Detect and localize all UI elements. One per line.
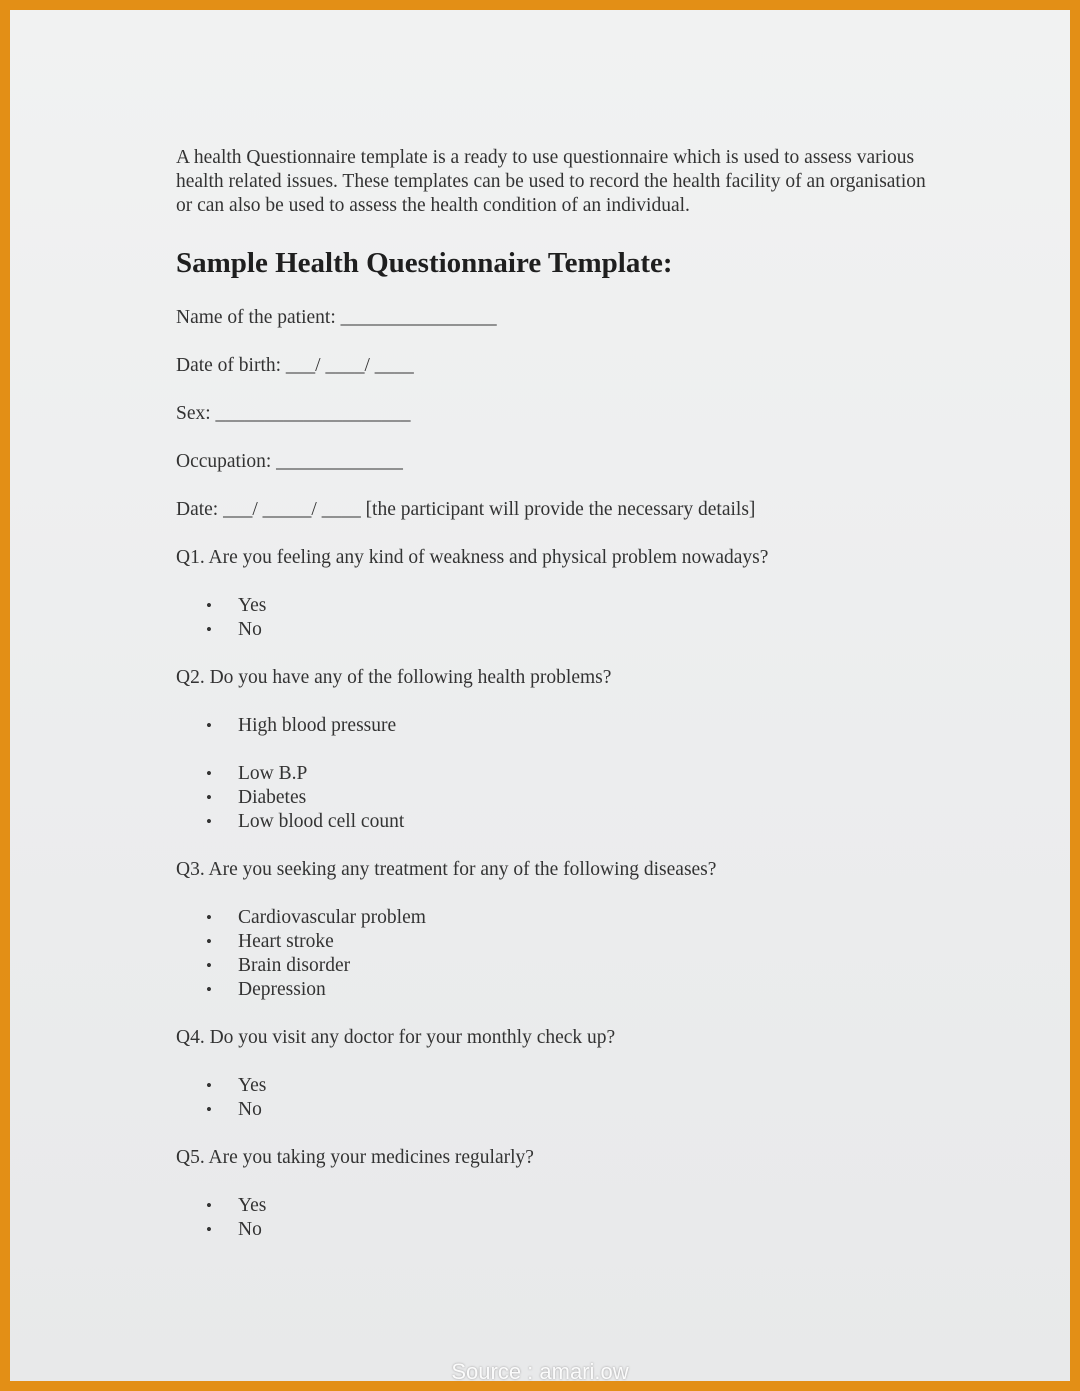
list-item: • High blood pressure	[176, 714, 936, 738]
document-page	[10, 10, 1070, 1381]
field-date-of-birth: Date of birth: ___/ ____/ ____	[176, 355, 414, 376]
field-sex: Sex: ____________________	[176, 403, 411, 424]
field-patient-name: Name of the patient: ________________	[176, 307, 497, 328]
question-4-options	[176, 1074, 936, 1122]
field-occupation: Occupation: _____________	[176, 451, 403, 472]
list-item: • No	[176, 1098, 936, 1122]
question-5: Q5. Are you taking your medicines regularly?	[176, 1147, 534, 1168]
question-2: Q2. Do you have any of the following health problems?	[176, 667, 612, 688]
page-title: Sample Health Questionnaire Template:	[176, 247, 673, 279]
source-watermark: Source : amari.ow	[451, 1359, 629, 1384]
list-item: • No	[176, 618, 936, 642]
list-item: • Low B.P	[176, 762, 936, 786]
list-item: • Depression	[176, 978, 936, 1002]
list-item: • Heart stroke	[176, 930, 936, 954]
list-item: • Brain disorder	[176, 954, 936, 978]
list-item: • Cardiovascular problem	[176, 906, 936, 930]
question-5-options	[176, 1194, 936, 1242]
document-content	[176, 146, 936, 1242]
field-date: Date: ___/ _____/ ____ [the participant will provide the necessary details]	[176, 499, 756, 520]
question-3: Q3. Are you seeking any treatment for any of the following diseases?	[176, 859, 717, 880]
question-1: Q1. Are you feeling any kind of weakness and physical problem nowadays?	[176, 547, 769, 568]
question-1-options	[176, 594, 936, 642]
question-3-options	[176, 906, 936, 1002]
intro-paragraph: A health Questionnaire template is a ready to use questionnaire which is used to assess various health related issues. These templates can be used to record the health facility of an organisation or can also be used to assess the health condition of an individual.	[176, 147, 926, 216]
list-item: • Diabetes	[176, 786, 936, 810]
list-item: • Yes	[176, 594, 936, 618]
list-item: • Yes	[176, 1074, 936, 1098]
question-2-options	[176, 714, 936, 834]
list-item: • Low blood cell count	[176, 810, 936, 834]
question-4: Q4. Do you visit any doctor for your monthly check up?	[176, 1027, 616, 1048]
list-item: • No	[176, 1218, 936, 1242]
list-item: • Yes	[176, 1194, 936, 1218]
